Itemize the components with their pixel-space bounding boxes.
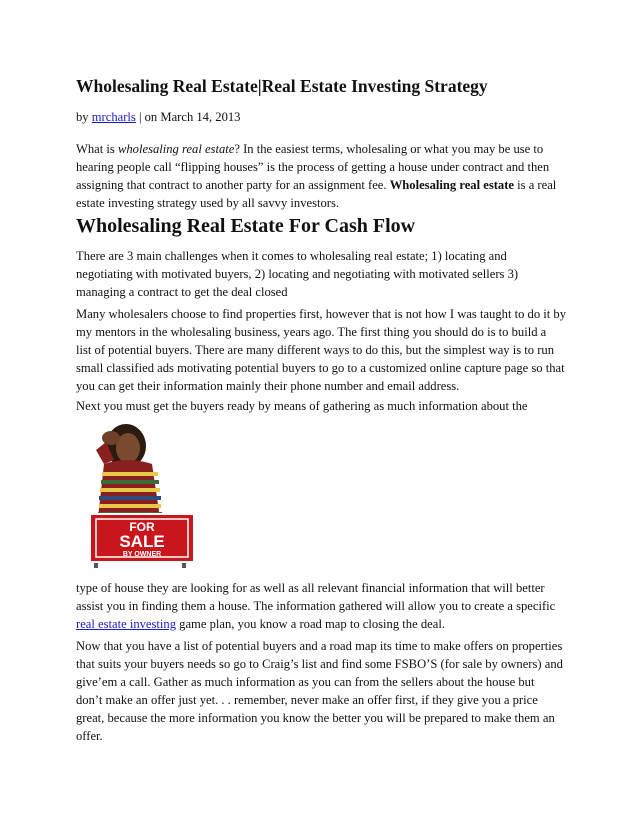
paragraph-line: type of house they are looking for as well as all relevant financial information that will better: [76, 581, 545, 595]
intro-line: [76, 140, 570, 158]
for-sale-photo: [86, 420, 198, 568]
challenges-paragraph: [76, 247, 570, 301]
byline-prefix: by: [76, 110, 92, 124]
paragraph-line: great, because the more information you know the better you will be prepared to make them an: [76, 711, 555, 725]
byline-date: | on March 14, 2013: [135, 110, 241, 124]
intro-text: ? In the easiest terms, wholesaling or what you may be use to: [234, 142, 544, 156]
paragraph-line: offer.: [76, 729, 103, 743]
paragraph-line: that suits your buyers needs so go to Craig’s list and find some FSBO’S (for sale by owners) and: [76, 657, 563, 671]
paragraph-line: Many wholesalers choose to find properties first, however that is not how I was taught to do it by: [76, 307, 567, 321]
paragraph-line: small classified ads motivating potential buyers to go to a customized online capture page so that: [76, 361, 565, 375]
intro-emphasis: wholesaling real estate: [117, 142, 235, 156]
intro-strong: Wholesaling real estate: [389, 178, 514, 192]
real-estate-investing-link[interactable]: real estate investing: [76, 617, 177, 631]
type-paragraph: [76, 579, 570, 633]
paragraph-text: game plan, you know a road map to closing the deal.: [176, 617, 445, 631]
paragraph-line: Now that you have a list of potential buyers and a road map its time to make offers on properties: [76, 639, 563, 653]
paragraph-line: my mentors in the wholesaling business, years ago. The first thing you should do is to build a: [76, 325, 547, 339]
sign-text-for: FOR: [129, 520, 155, 534]
paragraph-line: you can get their information mainly their phone number and email address.: [76, 379, 460, 393]
photo-hand: [102, 431, 120, 445]
intro-text: What is: [76, 142, 118, 156]
article-title: Wholesaling Real Estate|Real Estate Investing Strategy: [76, 76, 488, 96]
intro-line: estate investing strategy used by all savvy investors.: [76, 196, 340, 210]
next-paragraph: [76, 397, 570, 415]
paragraph-line: negotiating with motivated buyers, 2) locating and negotiating with motivated sellers 3): [76, 267, 519, 281]
paragraph-line: assist you in finding them a house. The information gathered will allow you to create a specific: [76, 599, 556, 613]
intro-text: assigning that contract to another party for an assignment fee.: [76, 178, 390, 192]
paragraph-line: give’em a call. Gather as much information as you can from the sellers about the house but: [76, 675, 535, 689]
paragraph-line: managing a contract to get the deal closed: [76, 285, 288, 299]
paragraph-line: Next you must get the buyers ready by means of gathering as much information about the: [76, 399, 528, 413]
section-heading: Wholesaling Real Estate For Cash Flow: [76, 215, 416, 237]
sign-text-by-owner: BY OWNER: [122, 551, 162, 558]
author-link[interactable]: mrcharls: [91, 110, 136, 124]
paragraph-line: There are 3 main challenges when it comes to wholesaling real estate; 1) locating and: [76, 249, 507, 263]
offers-paragraph: [76, 637, 570, 745]
paragraph-line: [76, 615, 570, 633]
wholesalers-paragraph: [76, 305, 570, 395]
intro-paragraph: [76, 140, 570, 212]
paragraph-line: don’t make an offer just yet. . . remember, never make an offer first, if they give you a price: [76, 693, 538, 707]
paragraph-line: list of potential buyers. There are many different ways to do this, but the simplest way is to run: [76, 343, 555, 357]
byline: [76, 108, 570, 126]
intro-line: hearing people call “flipping houses” is the process of getting a house under contract and then: [76, 160, 550, 174]
sign-text-sale: SALE: [119, 532, 165, 551]
intro-text: is a real: [514, 178, 557, 192]
intro-line: [76, 176, 570, 194]
